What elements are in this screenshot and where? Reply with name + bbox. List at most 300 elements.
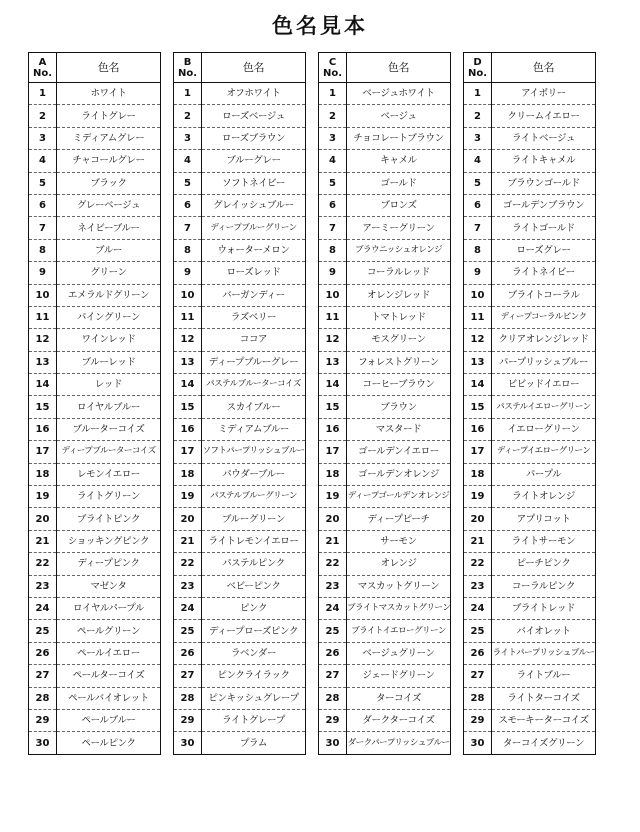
row-number: 15 [29,396,57,418]
table-row [29,687,161,709]
row-number: 4 [174,150,202,172]
row-number: 13 [174,351,202,373]
column-letter: D [473,56,482,68]
color-name: エメラルドグリーン [57,284,161,306]
color-name: ブライトレッド [492,597,596,619]
table-row [319,486,451,508]
table-row [174,262,306,284]
row-number: 19 [174,486,202,508]
row-number: 29 [319,709,347,731]
row-number: 2 [174,105,202,127]
table-row [464,687,596,709]
table-row [29,172,161,194]
row-number: 1 [174,83,202,105]
color-name: キャメル [347,150,451,172]
table-row [29,418,161,440]
table-row [464,486,596,508]
row-number: 20 [319,508,347,530]
color-name: ミディアムブルー [202,418,306,440]
row-number: 14 [174,374,202,396]
table-row [29,329,161,351]
row-number: 26 [464,642,492,664]
table-row [29,284,161,306]
color-name: オレンジレッド [347,284,451,306]
table-row [29,351,161,373]
table-row [464,351,596,373]
color-name: トマトレッド [347,306,451,328]
color-name: マゼンタ [57,575,161,597]
color-name: サーモン [347,530,451,552]
row-number: 16 [319,418,347,440]
row-number: 19 [29,486,57,508]
color-table-c [318,52,451,755]
color-name: ゴールデンオレンジ [347,463,451,485]
color-name: ライトサーモン [492,530,596,552]
table-row [29,642,161,664]
row-number: 19 [319,486,347,508]
color-name: ブルーターコイズ [57,418,161,440]
color-name: パステルイエローグリーン [492,396,596,418]
column-name-header: 色名 [57,53,161,83]
table-row [174,194,306,216]
row-number: 16 [464,418,492,440]
row-number: 1 [29,83,57,105]
row-number: 14 [319,374,347,396]
color-name: ブルーグリーン [202,508,306,530]
color-name: コーラルピンク [492,575,596,597]
row-number: 25 [174,620,202,642]
table-row [174,396,306,418]
table-row [174,418,306,440]
table-row [174,83,306,105]
row-number: 23 [174,575,202,597]
table-row [464,597,596,619]
row-number: 16 [29,418,57,440]
row-number: 17 [319,441,347,463]
color-name: ペールイエロー [57,642,161,664]
color-name: ライトキャメル [492,150,596,172]
color-name: パイングリーン [57,306,161,328]
row-number: 24 [464,597,492,619]
color-name: ライトグリーン [57,486,161,508]
color-name: マスカットグリーン [347,575,451,597]
color-name: チョコレートブラウン [347,127,451,149]
table-row [464,262,596,284]
color-name: ペールブルー [57,709,161,731]
color-name: マスタード [347,418,451,440]
row-number: 28 [319,687,347,709]
color-name: ゴールド [347,172,451,194]
row-number: 14 [464,374,492,396]
color-name: パステルブルーグリーン [202,486,306,508]
row-number: 8 [319,239,347,261]
table-row [174,687,306,709]
color-name: アイボリー [492,83,596,105]
row-number: 11 [29,306,57,328]
table-row [174,530,306,552]
row-number: 6 [29,194,57,216]
color-name: ピンク [202,597,306,619]
color-name: ラズベリー [202,306,306,328]
color-name: パープリッシュブルー [492,351,596,373]
no-label: No. [177,67,198,79]
color-name: ビビッドイエロー [492,374,596,396]
table-row [174,642,306,664]
color-name: ペールバイオレット [57,687,161,709]
row-number: 25 [29,620,57,642]
color-table-d [463,52,596,755]
color-name: モスグリーン [347,329,451,351]
table-row [319,194,451,216]
row-number: 6 [464,194,492,216]
table-header-row [29,53,161,83]
color-name: ゴールデンイエロー [347,441,451,463]
no-label: No. [32,67,53,79]
column-name-header: 色名 [492,53,596,83]
table-row [464,374,596,396]
table-row [29,508,161,530]
table-row [174,441,306,463]
table-header-row [319,53,451,83]
color-name: ターコイズグリーン [502,737,585,749]
color-name: ディープブルーグレー [202,351,306,373]
color-name: ピーチピンク [492,553,596,575]
no-label: No. [467,67,488,79]
color-name: ローズグレー [492,239,596,261]
row-number: 26 [29,642,57,664]
row-number: 24 [29,597,57,619]
color-name: ベージュグリーン [347,642,451,664]
table-row [464,463,596,485]
table-row [174,329,306,351]
color-name: スカイブルー [202,396,306,418]
table-row [29,463,161,485]
color-name: ブライトピンク [57,508,161,530]
row-number: 7 [29,217,57,239]
row-number: 27 [319,665,347,687]
row-number: 30 [174,732,202,754]
row-number: 9 [174,262,202,284]
row-number: 21 [319,530,347,552]
row-number: 21 [174,530,202,552]
color-name: ディープピンク [57,553,161,575]
table-row [29,709,161,731]
color-name: グレーベージュ [57,194,161,216]
table-row [464,642,596,664]
table-row [319,374,451,396]
row-number: 28 [29,687,57,709]
color-name: アプリコット [492,508,596,530]
table-row [29,620,161,642]
color-name: ライトネイビー [492,262,596,284]
color-name: ローズベージュ [202,105,306,127]
row-number: 27 [464,665,492,687]
row-number: 21 [29,530,57,552]
table-row [319,127,451,149]
row-number: 2 [464,105,492,127]
table-row [464,150,596,172]
row-number: 10 [174,284,202,306]
table-header-row [174,53,306,83]
color-name: ワインレッド [57,329,161,351]
color-name: ペールターコイズ [57,665,161,687]
page-title: 色名見本 [272,14,368,38]
row-number: 9 [29,262,57,284]
table-row [319,83,451,105]
color-name: ベージュホワイト [347,83,451,105]
table-row [174,284,306,306]
column-number-header [464,53,492,83]
color-name: ブルーレッド [57,351,161,373]
row-number: 11 [174,306,202,328]
color-name: クリアオレンジレッド [492,329,596,351]
row-number: 5 [29,172,57,194]
row-number: 14 [29,374,57,396]
table-row [174,732,306,754]
color-name: プラム [239,737,268,749]
table-row [319,575,451,597]
table-row [319,351,451,373]
table-row [319,732,451,754]
column-letter: A [38,56,47,68]
row-number: 2 [29,105,57,127]
color-name: ベージュ [347,105,451,127]
table-row [29,732,161,754]
row-number: 29 [174,709,202,731]
color-name: ライトターコイズ [492,687,596,709]
color-name: アーミーグリーン [347,217,451,239]
table-row [319,105,451,127]
row-number: 7 [174,217,202,239]
table-row [174,351,306,373]
color-name: バーガンディー [202,284,306,306]
row-number: 5 [464,172,492,194]
color-name: オフホワイト [202,83,306,105]
color-table-b [173,52,306,755]
table-row [319,665,451,687]
table-row [464,83,596,105]
row-number: 11 [319,306,347,328]
row-number: 20 [29,508,57,530]
row-number: 4 [464,150,492,172]
row-number: 6 [174,194,202,216]
table-row [464,105,596,127]
table-row [174,508,306,530]
color-name: パステルピンク [202,553,306,575]
color-name: ライトレモンイエロー [202,530,306,552]
row-number: 23 [464,575,492,597]
row-number: 22 [319,553,347,575]
row-number: 8 [29,239,57,261]
row-number: 24 [319,597,347,619]
table-row [174,105,306,127]
table-row [319,306,451,328]
table-row [464,575,596,597]
row-number: 5 [319,172,347,194]
table-row [319,418,451,440]
color-name: フォレストグリーン [347,351,451,373]
table-row [174,463,306,485]
color-name: ショッキングピンク [57,530,161,552]
color-name: ブロンズ [347,194,451,216]
color-name: ブルー [57,239,161,261]
row-number: 18 [29,463,57,485]
row-number: 30 [464,732,492,754]
color-name: ローズレッド [202,262,306,284]
table-row [319,329,451,351]
row-number: 18 [174,463,202,485]
table-row [29,306,161,328]
table-row [319,620,451,642]
color-name: スモーキーターコイズ [492,709,596,731]
row-number: 21 [464,530,492,552]
color-name: オレンジ [347,553,451,575]
table-row [319,172,451,194]
table-row [29,217,161,239]
table-row [464,194,596,216]
table-row [464,418,596,440]
color-name: ディープローズピンク [202,620,306,642]
table-row [174,597,306,619]
row-number: 12 [174,329,202,351]
color-name: クリームイエロー [492,105,596,127]
table-row [319,463,451,485]
table-row [29,396,161,418]
table-row [174,150,306,172]
color-name: ライトパープリッシュブルー [492,642,596,664]
color-name: ディープブルーグリーン [202,217,306,239]
row-number: 20 [174,508,202,530]
table-row [174,709,306,731]
color-name: ブライトコーラル [492,284,596,306]
color-name: ターコイズ [347,687,451,709]
row-number: 10 [29,284,57,306]
table-header-row [464,53,596,83]
table-row [319,642,451,664]
table-row [319,508,451,530]
row-number: 22 [464,553,492,575]
table-row [464,620,596,642]
row-number: 6 [319,194,347,216]
table-row [29,83,161,105]
color-name: パープル [492,463,596,485]
color-name: ブラウン [347,396,451,418]
column-number-header [29,53,57,83]
row-number: 24 [174,597,202,619]
table-row [29,575,161,597]
row-number: 9 [464,262,492,284]
color-name: パウダーブルー [202,463,306,485]
table-row [319,262,451,284]
table-row [174,306,306,328]
row-number: 3 [174,127,202,149]
row-number: 7 [464,217,492,239]
table-row [174,374,306,396]
row-number: 29 [29,709,57,731]
table-row [174,217,306,239]
color-name: ブラック [57,172,161,194]
row-number: 17 [174,441,202,463]
table-row [174,575,306,597]
table-row [464,172,596,194]
table-row [319,709,451,731]
column-number-header [174,53,202,83]
color-name: ローズブラウン [202,127,306,149]
color-name: ペールグリーン [57,620,161,642]
color-name: ダークパープリッシュブルー [347,737,450,748]
table-row [319,150,451,172]
table-row [29,665,161,687]
color-name: ブライトマスカットグリーン [347,597,451,619]
row-number: 29 [464,709,492,731]
table-row [464,284,596,306]
color-name: ココア [202,329,306,351]
color-table-a [28,52,161,755]
table-row [464,530,596,552]
table-row [464,396,596,418]
row-number: 26 [174,642,202,664]
row-number: 17 [29,441,57,463]
color-name: ラベンダー [202,642,306,664]
color-name: パステルブルーターコイズ [202,374,306,396]
table-row [464,441,596,463]
color-name: ディープコーラルピンク [492,306,596,328]
table-row [174,239,306,261]
row-number: 15 [464,396,492,418]
color-name: ライトグレープ [202,709,306,731]
color-name: ゴールデンブラウン [492,194,596,216]
color-name: グリーン [57,262,161,284]
color-name: コーラルレッド [347,262,451,284]
color-name: ロイヤルパープル [57,597,161,619]
color-name: ミディアムグレー [57,127,161,149]
row-number: 12 [319,329,347,351]
row-number: 4 [319,150,347,172]
row-number: 17 [464,441,492,463]
column-name-header: 色名 [202,53,306,83]
row-number: 20 [464,508,492,530]
table-row [464,239,596,261]
table-row [174,172,306,194]
table-row [464,217,596,239]
color-name: ライトベージュ [492,127,596,149]
row-number: 12 [29,329,57,351]
color-name: ライトブルー [492,665,596,687]
row-number: 23 [319,575,347,597]
row-number: 25 [319,620,347,642]
row-number: 3 [29,127,57,149]
table-row [29,486,161,508]
row-number: 26 [319,642,347,664]
table-row [29,530,161,552]
color-name: ディープブルーターコイズ [57,441,161,463]
row-number: 28 [464,687,492,709]
row-number: 7 [319,217,347,239]
table-row [29,374,161,396]
row-number: 5 [174,172,202,194]
row-number: 15 [174,396,202,418]
table-row [319,284,451,306]
row-number: 9 [319,262,347,284]
row-number: 10 [464,284,492,306]
color-name: ディープゴールデンオレンジ [347,486,451,508]
row-number: 27 [174,665,202,687]
column-name-header: 色名 [347,53,451,83]
table-row [319,597,451,619]
color-name: ネイビーブルー [57,217,161,239]
row-number: 13 [29,351,57,373]
table-row [29,150,161,172]
